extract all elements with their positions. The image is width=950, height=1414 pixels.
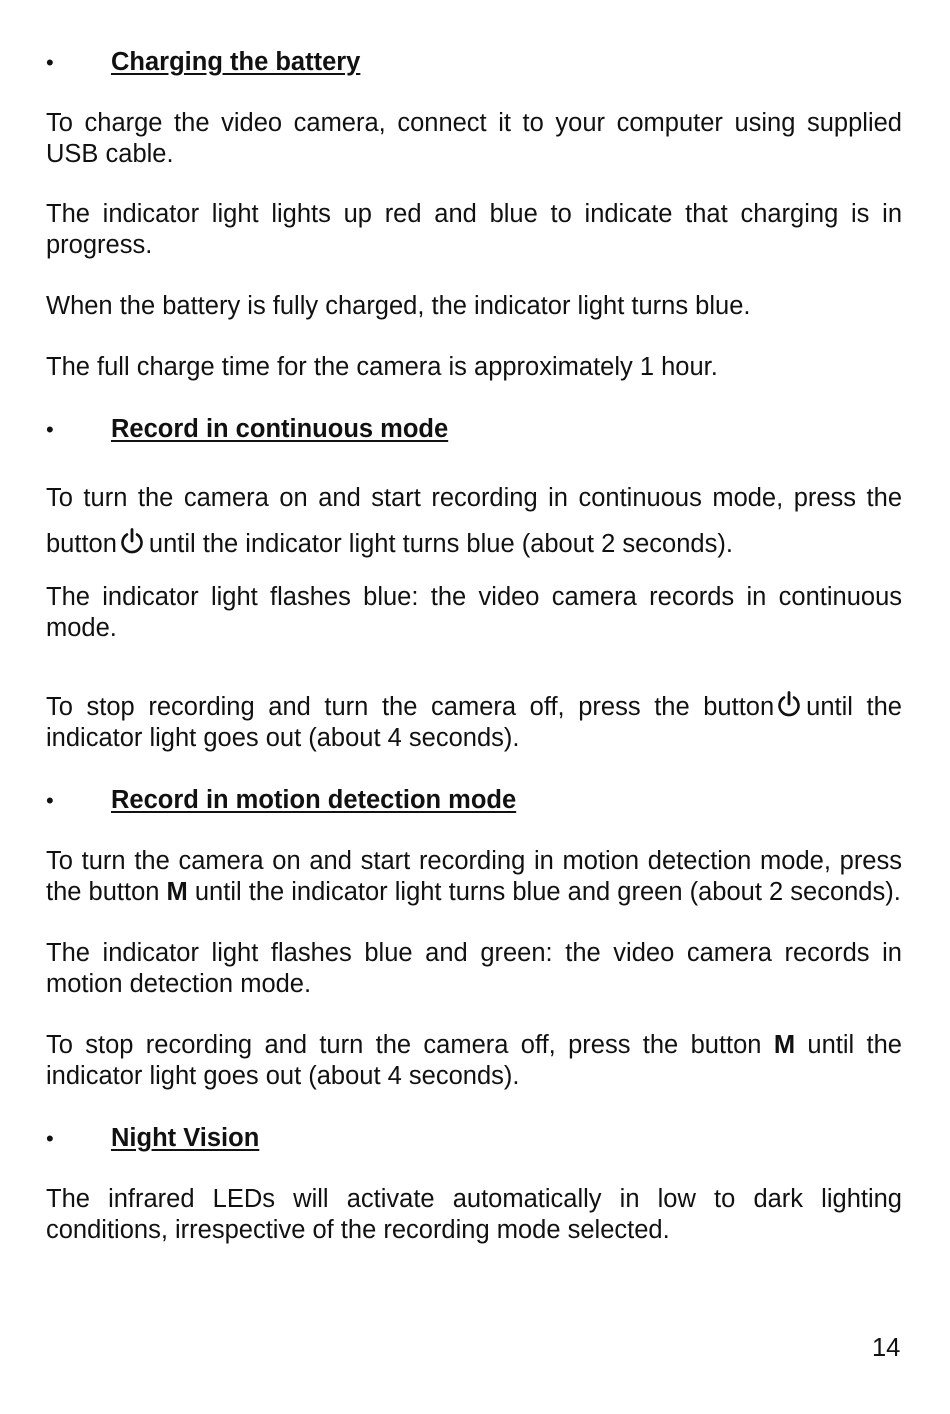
bullet: • (46, 788, 54, 813)
heading-night: Night Vision (111, 1124, 260, 1152)
section-heading-continuous (46, 414, 902, 445)
m-key: M (166, 878, 188, 906)
power-icon (777, 690, 801, 718)
bullet: • (46, 50, 54, 75)
page-number: 14 (872, 1334, 901, 1362)
m-key: M (773, 1031, 796, 1059)
paragraph: The infrared LEDs will activate automatically in low to dark lighting conditions, irrespective of the recording mode selected. (46, 1185, 902, 1244)
section-heading-motion (46, 785, 902, 816)
paragraph: The indicator light lights up red and blue to indicate that charging is in progress. (46, 200, 902, 259)
paragraph: To turn the camera on and start recording in continuous mode, press the button until the indicator light turns blue (about 2 seconds). (46, 484, 902, 558)
section-heading-night (46, 1123, 902, 1154)
bullet: • (46, 1126, 54, 1151)
paragraph: To stop recording and turn the camera off, press the button until the indicator light goes out (about 4 seconds). (46, 690, 902, 754)
paragraph: When the battery is fully charged, the indicator light turns blue. (46, 292, 751, 320)
paragraph: The indicator light flashes blue: the video camera records in continuous mode. (46, 583, 902, 642)
heading-charging: Charging the battery (111, 48, 361, 76)
section-heading-charging (46, 47, 902, 78)
paragraph: To turn the camera on and start recording in motion detection mode, press the button M until the indicator light turns blue and green (about 2 seconds). (46, 847, 902, 906)
power-icon (120, 527, 144, 555)
paragraph: The full charge time for the camera is approximately 1 hour. (46, 353, 718, 381)
bullet: • (46, 417, 54, 442)
paragraph: The indicator light flashes blue and green: the video camera records in motion detection mode. (46, 939, 902, 998)
paragraph: To stop recording and turn the camera off, press the button M until the indicator light goes out (about 4 seconds). (46, 1031, 902, 1090)
heading-motion: Record in motion detection mode (111, 786, 517, 814)
manual-page (46, 0, 902, 1246)
heading-continuous: Record in continuous mode (111, 415, 449, 443)
paragraph: To charge the video camera, connect it to your computer using supplied USB cable. (46, 109, 902, 168)
